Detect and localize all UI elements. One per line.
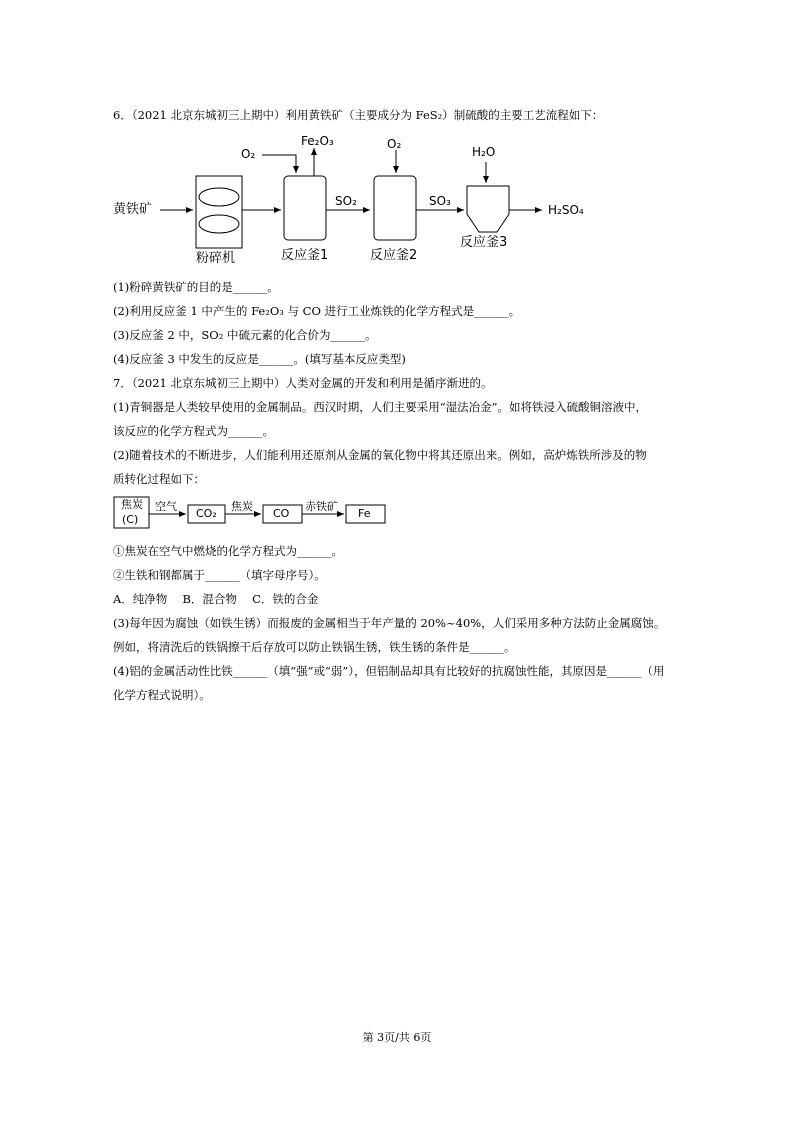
- flow-coke-label: 焦炭: [121, 498, 143, 511]
- q7-sub1: ①焦炭在空气中燃烧的化学方程式为______。: [113, 544, 343, 558]
- reactor1-box: [284, 176, 326, 240]
- label-o2-2: O₂: [387, 137, 402, 151]
- flow-fe: Fe: [358, 507, 371, 520]
- page-footer: 第 3页/共 6页: [362, 1031, 432, 1044]
- flow-coke-symbol: (C): [122, 513, 139, 526]
- crusher-box: [196, 176, 242, 248]
- q7-options: A．纯净物 B．混合物 C．铁的合金: [113, 592, 319, 606]
- flow-coke2: 焦炭: [231, 500, 253, 513]
- q6-part3: (3)反应釜 2 中，SO₂ 中硫元素的化合价为______。: [113, 328, 377, 342]
- label-so2: SO₂: [335, 194, 357, 208]
- q7-title: 7．（2021 北京东城初三上期中）人类对金属的开发和利用是循序渐进的。: [113, 376, 493, 390]
- q7-part2-line2: 质转化过程如下：: [113, 472, 205, 486]
- q7-part1-line1: (1)青铜器是人类较早使用的金属制品。西汉时期，人们主要采用“湿法冶金”。如将铁浸入硫酸铜溶液中，: [113, 400, 648, 414]
- q7-part3-line2: 例如，将清洗后的铁锅擦干后存放可以防止铁锅生锈，铁生锈的条件是______。: [113, 640, 516, 654]
- reactor3-shape: [467, 186, 509, 232]
- label-reactor2: 反应釜2: [370, 248, 418, 263]
- q6-title: 6．（2021 北京东城初三上期中）利用黄铁矿（主要成分为 FeS₂）制硫酸的主要工艺流程如下：: [113, 108, 604, 122]
- flow-air: 空气: [155, 500, 177, 513]
- q6-part2: (2)利用反应釜 1 中产生的 Fe₂O₃ 与 CO 进行工业炼铁的化学方程式是______。: [113, 304, 521, 318]
- q7-sub2: ②生铁和钢都属于______（填字母序号）。: [113, 568, 326, 582]
- label-crusher: 粉碎机: [196, 251, 236, 266]
- label-ore: 黄铁矿: [113, 202, 153, 217]
- q7-part1-line2: 该反应的化学方程式为______。: [113, 424, 274, 438]
- label-fe2o3: Fe₂O₃: [301, 134, 334, 148]
- reactor2-box: [374, 176, 416, 240]
- q7-part4-line1: (4)铝的金属活动性比铁______（填“强”或“弱”），但铝制品却具有比较好的抗腐蚀性能，其原因是______（用: [113, 664, 665, 678]
- label-o2-1: O₂: [241, 147, 256, 161]
- q7-part2-line1: (2)随着技术的不断进步，人们能利用还原剂从金属的氧化物中将其还原出来。例如，高炉炼铁所涉及的物: [113, 448, 647, 462]
- flow-co: CO: [273, 507, 290, 520]
- q7-part4-line2: 化学方程式说明）。: [113, 688, 211, 702]
- q6-part4: (4)反应釜 3 中发生的反应是______。(填写基本反应类型): [113, 352, 406, 366]
- q7-part3-line1: (3)每年因为腐蚀（如铁生锈）而报废的金属相当于年产量的 20%~40%，人们采用多种方法防止金属腐蚀。: [113, 616, 666, 630]
- flow-co2: CO₂: [196, 507, 217, 520]
- q7-flow-diagram: [0, 494, 794, 534]
- label-reactor1: 反应釜1: [281, 248, 329, 263]
- flow-hematite: 赤铁矿: [305, 500, 338, 513]
- label-h2o: H₂O: [472, 145, 496, 159]
- q6-part1: (1)粉碎黄铁矿的目的是______。: [113, 280, 279, 294]
- label-reactor3: 反应釜3: [460, 235, 508, 250]
- label-h2so4: H₂SO₄: [548, 203, 584, 217]
- label-so3: SO₃: [429, 194, 451, 208]
